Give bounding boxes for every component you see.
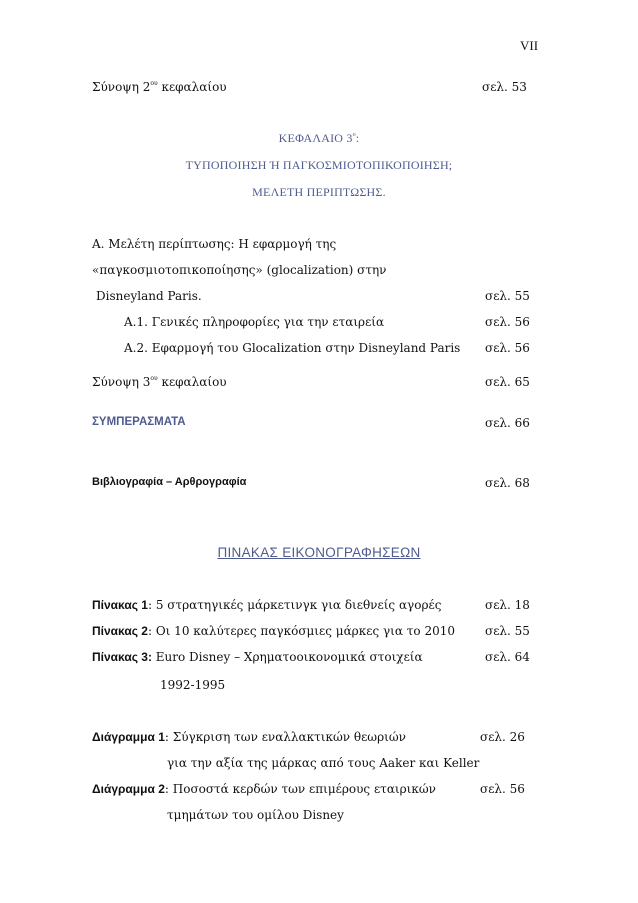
diagram-2-page: σελ. 56 — [480, 782, 525, 796]
table-3-entry — [92, 650, 423, 664]
toc-bibliography-page: σελ. 68 — [485, 476, 530, 490]
chapter-3-subtitle-1: ΤΥΠΟΠΟΙΗΣΗ Ή ΠΑΓΚΟΣΜΙΟΤΟΠΙΚΟΠΟΙΗΣΗ; — [185, 158, 453, 172]
table-3-label: Πίνακας 3: — [92, 650, 152, 664]
diagram-2-text: : Ποσοστά κερδών των επιμέρους εταιρικών — [164, 782, 436, 796]
toc-summary-3-prefix: Σύνοψη 3 — [92, 375, 151, 389]
toc-conclusions: ΣΥΜΠΕΡΑΣΜΑΤΑ — [92, 416, 186, 428]
chapter-3-title-sup: ο — [352, 132, 356, 138]
toc-summary-3 — [92, 375, 227, 389]
section-a-line-1: Α. Μελέτη περίπτωσης: Η εφαρμογή της — [92, 237, 337, 251]
toc-summary-3-suffix: κεφαλαίου — [157, 375, 227, 389]
section-a-line-3: Disneyland Paris. — [96, 289, 202, 303]
table-1-label: Πίνακας 1 — [92, 598, 148, 612]
toc-a1: Α.1. Γενικές πληροφορίες για την εταιρεία — [124, 315, 385, 329]
toc-a2: Α.2. Εφαρμογή του Glocalization στην Disneyland Paris — [124, 341, 461, 355]
diagram-2-cont: τμημάτων του ομίλου Disney — [167, 808, 344, 822]
table-1-page: σελ. 18 — [485, 598, 530, 612]
toc-summary-2-prefix: Σύνοψη 2 — [92, 80, 151, 94]
table-2-entry — [92, 624, 455, 638]
chapter-3-title-suffix: : — [355, 131, 360, 145]
toc-summary-2-page: σελ. 53 — [482, 80, 527, 94]
toc-summary-3-page: σελ. 65 — [485, 375, 530, 389]
chapter-3-title-prefix: ΚΕΦΑΛΑΙΟ 3 — [278, 131, 353, 145]
diagram-1-entry — [92, 730, 406, 744]
table-2-label: Πίνακας 2 — [92, 624, 148, 638]
diagram-1-text: : Σύγκριση των εναλλακτικών θεωριών — [164, 730, 406, 744]
section-a-line-2: «παγκοσμιοτοπικοποίησης» (glocalization) στην — [92, 263, 387, 277]
toc-a1-page: σελ. 56 — [485, 315, 530, 329]
diagram-2-label: Διάγραμμα 2 — [92, 782, 165, 796]
table-3-cont: 1992-1995 — [160, 678, 226, 692]
table-1-entry — [92, 598, 441, 612]
table-2-text: : Οι 10 καλύτερες παγκόσμιες μάρκες για το 2010 — [147, 624, 455, 638]
section-a-page: σελ. 55 — [485, 289, 530, 303]
table-2-page: σελ. 55 — [485, 624, 530, 638]
toc-summary-3-sup: ου — [150, 375, 158, 382]
table-1-text: : 5 στρατηγικές μάρκετινγκ για διεθνείς αγορές — [147, 598, 442, 612]
toc-summary-2-sup: ου — [150, 80, 158, 87]
toc-summary-2-suffix: κεφαλαίου — [157, 80, 227, 94]
page-number: VII — [520, 38, 539, 53]
illustrations-title-wrap — [0, 545, 638, 560]
toc-bibliography: Βιβλιογραφία – Αρθρογραφία — [92, 476, 247, 488]
illustrations-title: ΠΙΝΑΚΑΣ ΕΙΚΟΝΟΓΡΑΦΗΣΕΩΝ — [217, 545, 421, 560]
chapter-3-title — [0, 131, 638, 146]
diagram-1-cont: για την αξία της μάρκας από τους Aaker και Keller — [167, 756, 480, 770]
table-3-page: σελ. 64 — [485, 650, 530, 664]
toc-a2-page: σελ. 56 — [485, 341, 530, 355]
toc-summary-2 — [92, 80, 227, 94]
chapter-3-subtitle-2: ΜΕΛΕΤΗ ΠΕΡΙΠΤΩΣΗΣ. — [252, 185, 386, 199]
diagram-1-label: Διάγραμμα 1 — [92, 730, 165, 744]
toc-conclusions-page: σελ. 66 — [485, 416, 530, 430]
diagram-2-entry — [92, 782, 436, 796]
table-3-text: Euro Disney – Χρηματοοικονομικά στοιχεία — [151, 650, 423, 664]
diagram-1-page: σελ. 26 — [480, 730, 525, 744]
